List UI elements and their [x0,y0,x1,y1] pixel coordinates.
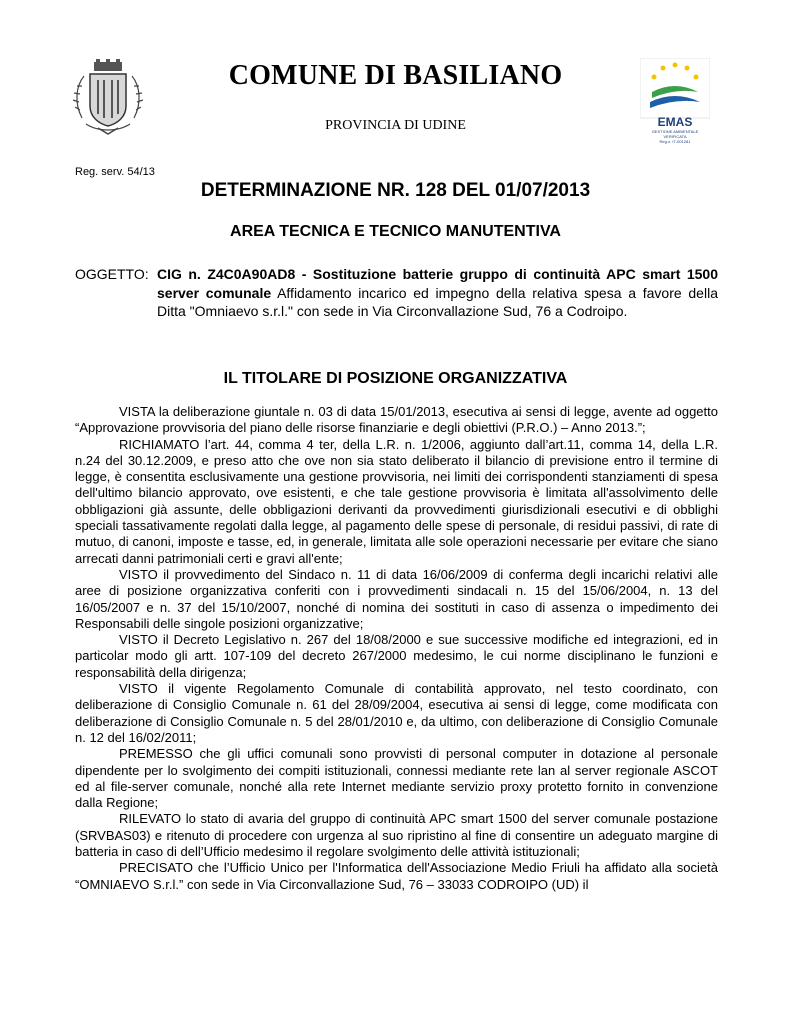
emas-logo-subtext-1: GESTIONE AMBIENTALE [651,129,699,134]
subject-text [157,265,718,321]
subject-block [75,265,718,321]
determination-title: DETERMINAZIONE NR. 128 DEL 01/07/2013 [200,180,591,201]
reg-serv-number: Reg. serv. 54/13 [75,166,155,178]
paragraph-visto-decreto: VISTO il Decreto Legislativo n. 267 del 18/08/2000 e sue successive modifiche ed integrazioni, ed in particolar modo gli artt. 107-109 del decreto 267/2000 medesimo, le cui norme disciplinano le funzioni e responsabilità della dirigenza; [75,632,718,680]
town-name: COMUNE DI BASILIANO [228,60,563,91]
area-title: AREA TECNICA E TECNICO MANUTENTIVA [230,223,561,240]
paragraph-visto-provvedimento: VISTO il provvedimento del Sindaco n. 11 di data 16/06/2009 di conferma degli incarichi relativi alle aree di posizione organizzativa conferiti con i provvedimenti sindacali n. 15 del 15/06/2004, n. 13 del 16/05/2007 e n. 37 del 15/10/2007, nonché di nomina dei sostituti in caso di assenza o impedimento dei Responsabili delle singole posizioni organizzative; [75,566,718,631]
paragraph-rilevato: RILEVATO lo stato di avaria del gruppo di continuità APC smart 1500 del server comunale postazione (SRVBAS03) e ritenuto di procedere con urgenza al suo ripristino al fine di consentire un adeguato margine di batteria in caso di dell’Ufficio medesimo il regolare svolgimento delle attività istituzionali; [75,811,718,860]
paragraph-vista-deliberazione: VISTA la deliberazione giuntale n. 03 di data 15/01/2013, esecutiva ai sensi di legge, avente ad oggetto “Approvazione provvisoria del piano delle risorse finanziarie e degli obiettivi (P.R.O.) – Anno 2013.”; [75,404,718,436]
paragraph-precisato: PRECISATO che l’Ufficio Unico per l'Informatica dell'Associazione Medio Friuli ha affidato alla società “OMNIAEVO S.r.l.” con sede in Via Circonvallazione Sud, 76 – 33033 CODROIPO (UD) il [75,860,718,892]
document-body [75,404,718,893]
emas-logo-subtext-2: VERIFICATA [663,134,687,139]
section-title: IL TITOLARE DI POSIZIONE ORGANIZZATIVA [223,370,568,387]
subject-label: OGGETTO: [75,266,149,282]
emas-logo-text: EMAS [657,115,693,129]
emas-logo [640,58,710,144]
province-name: PROVINCIA DI UDINE [325,118,466,133]
emas-logo-subtext-3: Reg.n. IT-001281 [659,139,691,144]
paragraph-visto-regolamento: VISTO il vigente Regolamento Comunale di contabilità approvato, nel testo coordinato, con deliberazione di Consiglio Comunale n. 61 del 28/09/2004, esecutiva ai sensi di legge, come modificata con deliberazione di Consiglio Comunale n. 5 del 28/01/2010 e, da ultimo, con deliberazione di Consiglio Comunale n. 12 del 16/02/2011; [75,681,718,745]
paragraph-premesso: PREMESSO che gli uffici comunali sono provvisti di personal computer in dotazione al personale dipendente per lo svolgimento dei compiti istituzionali, connessi mediante rete lan al server regionale ASCOT ed al file-server comunale, nonché alla rete Internet mediante servizio proxy protetto fornito in convenzione dalla Regione; [75,746,718,811]
subject-bold-text: CIG n. Z4C0A90AD8 - Sostituzione batterie gruppo di continuità APC smart 1500 server comunale [157,266,718,301]
paragraph-richiamato: RICHIAMATO l’art. 44, comma 4 ter, della L.R. n. 1/2006, aggiunto dall’art.11, comma 14, della L.R. n.24 del 30.12.2009, e preso atto che ove non sia stato deliberato il bilancio di previsione entro il termine di legge, è consentita esclusivamente una gestione provvisoria, nei limiti dei corrispondenti stanziamenti di spesa dell'ultimo bilancio approvato, ove esistenti, e che tale gestione provvisoria è limitata all'assolvimento delle obbligazioni già assunte, delle obbligazioni derivanti da provvedimenti giurisdizionali esecutivi e di obblighi speciali tassativamente regolati dalla legge, al pagamento delle spese di personale, di residui passivi, di rate di mutuo, di canoni, imposte e tasse, ed, in generale, limitata alle sole operazioni necessarie per evitare che siano arrecati danni patrimoniali certi e gravi all'ente; [75,436,718,566]
subject-plain-text: Affidamento incarico ed impegno della relativa spesa a favore della Ditta "Omniaevo s.r.l." con sede in Via Circonvallazione Sud, 76 a Codroipo. [157,284,718,319]
